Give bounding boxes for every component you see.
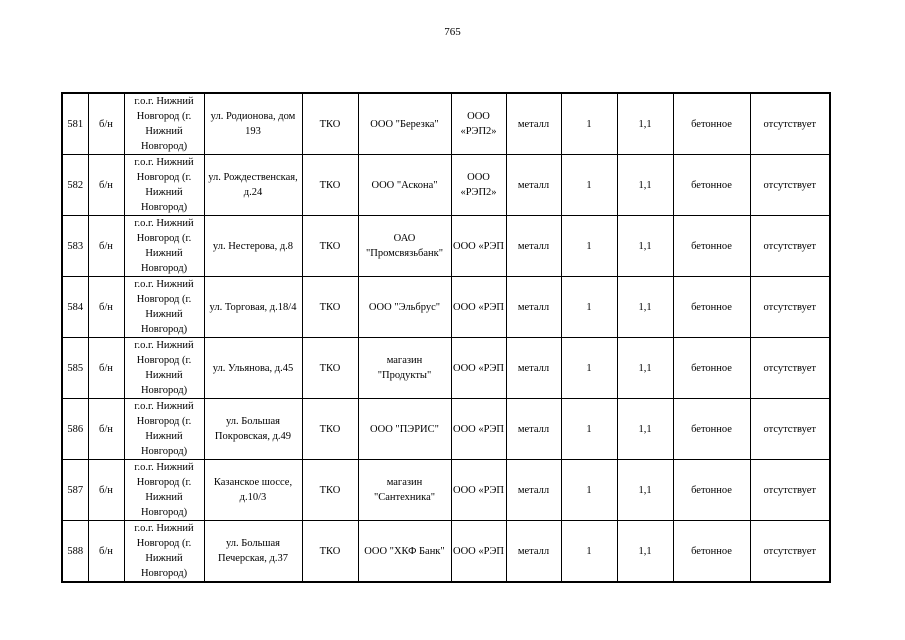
cell-source-organization: ОАО "Промсвязьбанк" bbox=[358, 216, 451, 277]
cell-address: ул. Большая Печерская, д.37 bbox=[204, 521, 302, 583]
cell-municipality: г.о.г. Нижний Новгород (г. Нижний Новгород) bbox=[124, 93, 204, 155]
cell-material: металл bbox=[506, 521, 561, 583]
cell-source-organization: ООО "ПЭРИС" bbox=[358, 399, 451, 460]
cell-fence: отсутствует bbox=[750, 155, 830, 216]
cell-material: металл bbox=[506, 155, 561, 216]
cell-operator: ООО «РЭП2» bbox=[451, 155, 506, 216]
table-row bbox=[62, 521, 830, 583]
cell-container-volume: 1,1 bbox=[617, 155, 673, 216]
cell-container-count: 1 bbox=[561, 277, 617, 338]
cell-row-number: 586 bbox=[62, 399, 88, 460]
cell-container-number: б/н bbox=[88, 338, 124, 399]
cell-container-volume: 1,1 bbox=[617, 93, 673, 155]
cell-operator: ООО «РЭП2» bbox=[451, 93, 506, 155]
cell-surface-type: бетонное bbox=[673, 277, 750, 338]
cell-container-number: б/н bbox=[88, 277, 124, 338]
cell-surface-type: бетонное bbox=[673, 338, 750, 399]
cell-surface-type: бетонное bbox=[673, 93, 750, 155]
cell-container-count: 1 bbox=[561, 399, 617, 460]
cell-fence: отсутствует bbox=[750, 216, 830, 277]
cell-material: металл bbox=[506, 216, 561, 277]
cell-material: металл bbox=[506, 93, 561, 155]
cell-container-volume: 1,1 bbox=[617, 338, 673, 399]
cell-waste-type: ТКО bbox=[302, 338, 358, 399]
cell-material: металл bbox=[506, 460, 561, 521]
cell-address: ул. Рождественская, д.24 bbox=[204, 155, 302, 216]
cell-source-organization: ООО "Эльбрус" bbox=[358, 277, 451, 338]
cell-source-organization: ООО "Березка" bbox=[358, 93, 451, 155]
registry-body bbox=[62, 93, 830, 582]
cell-waste-type: ТКО bbox=[302, 521, 358, 583]
cell-container-count: 1 bbox=[561, 216, 617, 277]
table-row bbox=[62, 155, 830, 216]
page-number: 765 bbox=[444, 26, 461, 38]
cell-operator: ООО «РЭП bbox=[451, 338, 506, 399]
cell-operator: ООО «РЭП bbox=[451, 277, 506, 338]
cell-municipality: г.о.г. Нижний Новгород (г. Нижний Новгород) bbox=[124, 216, 204, 277]
cell-address: ул. Родионова, дом 193 bbox=[204, 93, 302, 155]
cell-source-organization: магазин "Продукты" bbox=[358, 338, 451, 399]
cell-waste-type: ТКО bbox=[302, 155, 358, 216]
cell-container-volume: 1,1 bbox=[617, 521, 673, 583]
cell-fence: отсутствует bbox=[750, 399, 830, 460]
cell-row-number: 583 bbox=[62, 216, 88, 277]
table-row bbox=[62, 93, 830, 155]
cell-fence: отсутствует bbox=[750, 521, 830, 583]
cell-row-number: 581 bbox=[62, 93, 88, 155]
cell-container-number: б/н bbox=[88, 93, 124, 155]
cell-municipality: г.о.г. Нижний Новгород (г. Нижний Новгород) bbox=[124, 399, 204, 460]
cell-operator: ООО «РЭП bbox=[451, 216, 506, 277]
cell-operator: ООО «РЭП bbox=[451, 521, 506, 583]
cell-row-number: 588 bbox=[62, 521, 88, 583]
cell-row-number: 587 bbox=[62, 460, 88, 521]
cell-container-number: б/н bbox=[88, 155, 124, 216]
cell-row-number: 585 bbox=[62, 338, 88, 399]
cell-surface-type: бетонное bbox=[673, 155, 750, 216]
cell-address: Казанское шоссе, д.10/3 bbox=[204, 460, 302, 521]
cell-container-number: б/н bbox=[88, 521, 124, 583]
cell-container-volume: 1,1 bbox=[617, 216, 673, 277]
cell-container-number: б/н bbox=[88, 399, 124, 460]
cell-waste-type: ТКО bbox=[302, 399, 358, 460]
cell-container-count: 1 bbox=[561, 521, 617, 583]
cell-municipality: г.о.г. Нижний Новгород (г. Нижний Новгород) bbox=[124, 277, 204, 338]
cell-container-count: 1 bbox=[561, 93, 617, 155]
cell-material: металл bbox=[506, 399, 561, 460]
table-row bbox=[62, 216, 830, 277]
cell-material: металл bbox=[506, 277, 561, 338]
cell-surface-type: бетонное bbox=[673, 460, 750, 521]
cell-surface-type: бетонное bbox=[673, 521, 750, 583]
cell-surface-type: бетонное bbox=[673, 216, 750, 277]
cell-container-volume: 1,1 bbox=[617, 460, 673, 521]
registry-table bbox=[61, 92, 831, 583]
cell-fence: отсутствует bbox=[750, 460, 830, 521]
cell-source-organization: ООО "ХКФ Банк" bbox=[358, 521, 451, 583]
cell-container-volume: 1,1 bbox=[617, 399, 673, 460]
cell-container-count: 1 bbox=[561, 338, 617, 399]
cell-municipality: г.о.г. Нижний Новгород (г. Нижний Новгород) bbox=[124, 338, 204, 399]
cell-material: металл bbox=[506, 338, 561, 399]
cell-operator: ООО «РЭП bbox=[451, 399, 506, 460]
cell-address: ул. Большая Покровская, д.49 bbox=[204, 399, 302, 460]
table-row bbox=[62, 277, 830, 338]
cell-municipality: г.о.г. Нижний Новгород (г. Нижний Новгород) bbox=[124, 521, 204, 583]
cell-container-number: б/н bbox=[88, 216, 124, 277]
cell-fence: отсутствует bbox=[750, 277, 830, 338]
cell-surface-type: бетонное bbox=[673, 399, 750, 460]
cell-municipality: г.о.г. Нижний Новгород (г. Нижний Новгород) bbox=[124, 460, 204, 521]
cell-address: ул. Торговая, д.18/4 bbox=[204, 277, 302, 338]
cell-waste-type: ТКО bbox=[302, 93, 358, 155]
cell-address: ул. Нестерова, д.8 bbox=[204, 216, 302, 277]
cell-row-number: 582 bbox=[62, 155, 88, 216]
cell-waste-type: ТКО bbox=[302, 460, 358, 521]
cell-address: ул. Ульянова, д.45 bbox=[204, 338, 302, 399]
cell-container-number: б/н bbox=[88, 460, 124, 521]
cell-fence: отсутствует bbox=[750, 338, 830, 399]
cell-fence: отсутствует bbox=[750, 93, 830, 155]
cell-municipality: г.о.г. Нижний Новгород (г. Нижний Новгород) bbox=[124, 155, 204, 216]
table-row bbox=[62, 338, 830, 399]
cell-source-organization: магазин "Сантехника" bbox=[358, 460, 451, 521]
table-row bbox=[62, 460, 830, 521]
cell-source-organization: ООО "Аскона" bbox=[358, 155, 451, 216]
cell-waste-type: ТКО bbox=[302, 277, 358, 338]
table-row bbox=[62, 399, 830, 460]
cell-waste-type: ТКО bbox=[302, 216, 358, 277]
cell-container-volume: 1,1 bbox=[617, 277, 673, 338]
cell-container-count: 1 bbox=[561, 460, 617, 521]
cell-container-count: 1 bbox=[561, 155, 617, 216]
cell-row-number: 584 bbox=[62, 277, 88, 338]
cell-operator: ООО «РЭП bbox=[451, 460, 506, 521]
